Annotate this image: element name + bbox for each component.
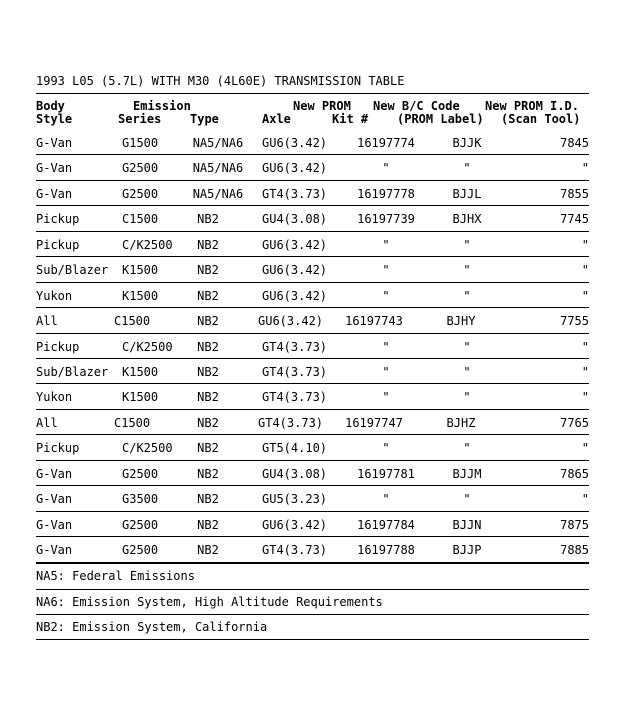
cell-axle: GU4(3.08) <box>262 467 328 481</box>
cell-body: G-Van <box>36 187 73 201</box>
cell-kit: " <box>382 263 390 277</box>
table-row <box>36 384 589 410</box>
table-row <box>36 512 589 537</box>
cell-bc: " <box>463 161 471 175</box>
header-body-style-line1: Body <box>36 99 65 113</box>
cell-id: " <box>581 289 589 303</box>
cell-body: G-Van <box>36 518 73 532</box>
cell-body: Yukon <box>36 390 73 404</box>
cell-series: K1500 <box>122 390 159 404</box>
cell-kit: 16197788 <box>357 543 415 557</box>
cell-body: Sub/Blazer <box>36 365 109 379</box>
table-row <box>36 155 589 181</box>
cell-series: G3500 <box>122 492 159 506</box>
cell-axle: GT4(3.73) <box>262 365 328 379</box>
table-row <box>36 435 589 461</box>
cell-series: G2500 <box>122 187 159 201</box>
table-row <box>36 257 589 283</box>
table-row <box>36 486 589 512</box>
cell-id: 7755 <box>560 314 589 328</box>
cell-bc: " <box>463 492 471 506</box>
cell-type: NB2 <box>197 212 219 226</box>
cell-id: " <box>581 365 589 379</box>
cell-id: 7845 <box>560 136 589 150</box>
cell-series: C/K2500 <box>122 238 173 252</box>
header-prom-id-line2: (Scan Tool) <box>501 112 581 126</box>
header-type: Type <box>190 112 219 126</box>
header-prom-kit-line2: Kit # <box>332 112 369 126</box>
cell-bc: BJJM <box>452 467 482 481</box>
header-emission: Emission <box>133 99 191 113</box>
cell-bc: " <box>463 238 471 252</box>
cell-id: " <box>581 441 589 455</box>
cell-axle: GU6(3.42) <box>262 289 328 303</box>
cell-body: Pickup <box>36 212 80 226</box>
cell-type: NB2 <box>197 289 219 303</box>
cell-kit: " <box>382 289 390 303</box>
cell-type: NB2 <box>197 492 219 506</box>
cell-axle: GT4(3.73) <box>262 187 328 201</box>
cell-type: NA5/NA6 <box>192 187 244 201</box>
cell-bc: " <box>463 289 471 303</box>
cell-kit: 16197778 <box>357 187 415 201</box>
cell-series: G2500 <box>122 543 159 557</box>
cell-axle: GT4(3.73) <box>262 543 328 557</box>
table-row <box>36 308 589 334</box>
header-series: Series <box>118 112 162 126</box>
cell-id: 7855 <box>560 187 589 201</box>
cell-axle: GU6(3.42) <box>262 238 328 252</box>
table-row <box>36 130 589 155</box>
cell-type: NB2 <box>197 263 219 277</box>
note-text: NB2: Emission System, California <box>36 620 268 634</box>
cell-bc: BJJL <box>452 187 482 201</box>
cell-axle: GT5(4.10) <box>262 441 328 455</box>
cell-axle: GU6(3.42) <box>262 263 328 277</box>
cell-series: K1500 <box>122 289 159 303</box>
cell-body: All <box>36 314 58 328</box>
cell-body: G-Van <box>36 492 73 506</box>
cell-kit: " <box>382 365 390 379</box>
cell-axle: GU5(3.23) <box>262 492 328 506</box>
cell-bc: BJHX <box>452 212 482 226</box>
cell-id: " <box>581 161 589 175</box>
table-row <box>36 537 589 563</box>
note-item <box>36 563 589 589</box>
cell-body: Pickup <box>36 441 80 455</box>
cell-id: " <box>581 263 589 277</box>
cell-id: " <box>581 340 589 354</box>
cell-body: G-Van <box>36 136 73 150</box>
cell-bc: " <box>463 340 471 354</box>
cell-kit: 16197747 <box>345 416 403 430</box>
table-title: 1993 L05 (5.7L) WITH M30 (4L60E) TRANSMISSION TABLE <box>36 74 405 88</box>
cell-kit: " <box>382 441 390 455</box>
table-row <box>36 461 589 486</box>
cell-id: 7885 <box>560 543 589 557</box>
header-axle: Axle <box>262 112 291 126</box>
cell-series: C1500 <box>114 416 151 430</box>
cell-type: NA5/NA6 <box>192 161 244 175</box>
cell-axle: GU6(3.42) <box>262 136 328 150</box>
cell-body: G-Van <box>36 467 73 481</box>
cell-kit: " <box>382 390 390 404</box>
cell-id: " <box>581 390 589 404</box>
cell-type: NA5/NA6 <box>192 136 244 150</box>
cell-bc: " <box>463 365 471 379</box>
cell-bc: BJHY <box>446 314 476 328</box>
note-item <box>36 614 589 640</box>
table-row <box>36 206 589 232</box>
cell-type: NB2 <box>197 365 219 379</box>
cell-axle: GT4(3.73) <box>262 390 328 404</box>
cell-body: Pickup <box>36 238 80 252</box>
cell-body: G-Van <box>36 543 73 557</box>
notes <box>36 563 589 640</box>
cell-id: 7765 <box>560 416 589 430</box>
cell-id: " <box>581 238 589 252</box>
cell-bc: " <box>463 263 471 277</box>
cell-body: Pickup <box>36 340 80 354</box>
cell-kit: " <box>382 238 390 252</box>
cell-series: K1500 <box>122 263 159 277</box>
table-row <box>36 410 589 435</box>
cell-type: NB2 <box>197 518 219 532</box>
cell-kit: 16197784 <box>357 518 415 532</box>
cell-series: G2500 <box>122 518 159 532</box>
cell-id: 7875 <box>560 518 589 532</box>
cell-kit: " <box>382 492 390 506</box>
cell-kit: 16197739 <box>357 212 415 226</box>
table-row <box>36 181 589 206</box>
cell-series: C/K2500 <box>122 340 173 354</box>
cell-body: Sub/Blazer <box>36 263 109 277</box>
header-body-style-line2: Style <box>36 112 73 126</box>
cell-id: 7865 <box>560 467 589 481</box>
cell-type: NB2 <box>197 416 219 430</box>
cell-id: 7745 <box>560 212 589 226</box>
cell-kit: 16197781 <box>357 467 415 481</box>
cell-bc: " <box>463 390 471 404</box>
table-row <box>36 359 589 384</box>
cell-kit: 16197774 <box>357 136 415 150</box>
cell-series: C1500 <box>122 212 159 226</box>
header-bc-code-line2: (PROM Label) <box>397 112 484 126</box>
table-row <box>36 334 589 359</box>
cell-kit: " <box>382 340 390 354</box>
cell-type: NB2 <box>197 340 219 354</box>
cell-axle: GU6(3.42) <box>262 518 328 532</box>
header-bc-code-line1: New B/C Code <box>373 99 460 113</box>
cell-series: C1500 <box>114 314 151 328</box>
cell-axle: GT4(3.73) <box>258 416 324 430</box>
cell-bc: BJJK <box>452 136 482 150</box>
cell-series: K1500 <box>122 365 159 379</box>
cell-body: G-Van <box>36 161 73 175</box>
cell-series: G2500 <box>122 467 159 481</box>
cell-axle: GU4(3.08) <box>262 212 328 226</box>
table-row <box>36 232 589 257</box>
cell-axle: GT4(3.73) <box>262 340 328 354</box>
cell-kit: 16197743 <box>345 314 403 328</box>
cell-series: G1500 <box>122 136 159 150</box>
cell-series: G2500 <box>122 161 159 175</box>
title-divider <box>36 93 589 94</box>
cell-bc: BJJP <box>452 543 482 557</box>
table-row <box>36 283 589 308</box>
cell-type: NB2 <box>197 238 219 252</box>
cell-kit: " <box>382 161 390 175</box>
note-text: NA5: Federal Emissions <box>36 569 195 583</box>
note-item <box>36 589 589 615</box>
cell-type: NB2 <box>197 390 219 404</box>
table-body <box>36 130 589 563</box>
cell-body: All <box>36 416 58 430</box>
cell-type: NB2 <box>197 543 219 557</box>
cell-type: NB2 <box>197 467 219 481</box>
cell-bc: BJJN <box>452 518 482 532</box>
cell-axle: GU6(3.42) <box>258 314 324 328</box>
cell-type: NB2 <box>197 314 219 328</box>
cell-series: C/K2500 <box>122 441 173 455</box>
cell-id: " <box>581 492 589 506</box>
note-text: NA6: Emission System, High Altitude Requirements <box>36 594 383 609</box>
cell-bc: BJHZ <box>446 416 476 430</box>
cell-type: NB2 <box>197 441 219 455</box>
cell-axle: GU6(3.42) <box>262 161 328 175</box>
cell-body: Yukon <box>36 289 73 303</box>
cell-bc: " <box>463 441 471 455</box>
header-prom-kit-line1: New PROM <box>293 99 351 113</box>
header-prom-id-line1: New PROM I.D. <box>485 99 579 113</box>
